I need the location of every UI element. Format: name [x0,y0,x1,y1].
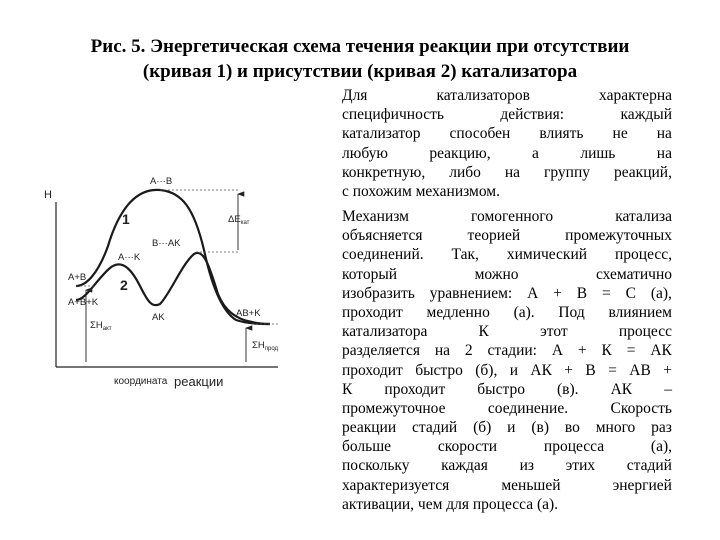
paragraph-mechanism [342,207,672,514]
paragraph-line: промежуточное соединение. Скорость [342,399,672,417]
figure-title-line-2: (кривая 1) и присутствии (кривая 2) катализатора [142,61,578,82]
label-delta-e: $\Delta E_{кат}$ [228,214,250,226]
x-axis-label-big: реакции [174,374,224,389]
paragraph-line: больше скорости процесса (а), [342,438,672,456]
energy-diagram-svg [44,162,288,394]
label-products: AB+K [236,308,261,319]
paragraph-line: с похожим механизмом. [342,182,500,200]
paragraph-line: Механизм гомогенного катализа [342,208,672,225]
x-axis-label-small: координата [114,376,168,387]
label-ab-peak: A···B [150,176,173,187]
label-ak-peak: A···K [118,252,141,263]
figure-title [0,34,720,84]
paragraph-line: катализатора К этот процесс [342,323,672,341]
paragraph-line: соединений. Так, химический процесс, [342,246,672,264]
paragraph-line: катализатор способен влиять не на [342,125,672,143]
paragraph-line: изобразить уравнением: А + В = С (а), [342,284,672,302]
label-sum-h-act: $\Sigma H_{акт}$ [90,320,112,332]
figure-title-line-1: Рис. 5. Энергетическая схема течения реакции при отсутствии [90,36,630,57]
paragraph-line: К проходит быстро (в). АК – [342,380,672,398]
paragraph-line: поскольку каждая из этих стадий [342,457,672,475]
label-ak-valley: AK [152,312,165,323]
paragraph-line: проходит медленно (а). Под влиянием [342,303,672,321]
label-a-plus-b: A+B [68,272,87,283]
paragraph-line: любую реакцию, а лишь на [342,144,672,162]
paragraph-line: разделяется на 2 стадии: А + К = АК [342,342,672,360]
curve-2-number: 2 [120,277,128,293]
paragraph-line: объясняется теорией промежуточных [342,227,672,245]
paragraph-line: специфичность действия: каждый [342,106,672,124]
paragraph-line: который можно схематично [342,265,672,283]
label-sum-h-prod: $\Sigma H_{прод}$ [252,340,279,352]
paragraph-specificity [342,86,672,201]
curve-1-number: 1 [122,211,130,227]
paragraph-line: конкретную, либо на группу реакций, [342,163,672,181]
paragraph-line: реакции стадий (б) и (в) во много раз [342,419,672,437]
paragraph-line: Для катализаторов характерна [342,87,672,104]
paragraph-line: проходит быстро (б), и АК + В = АВ + [342,361,672,379]
label-a-plus-b-plus-k: A+B+K [68,297,99,308]
label-bak-peak: B···AK [152,238,181,249]
y-axis-label: H [44,189,52,201]
paragraph-line: характеризуется меньшей энергией [342,476,672,494]
curve-1 [76,190,270,324]
paragraph-line: активации, чем для процесса (а). [342,495,559,513]
energy-diagram [44,162,288,394]
